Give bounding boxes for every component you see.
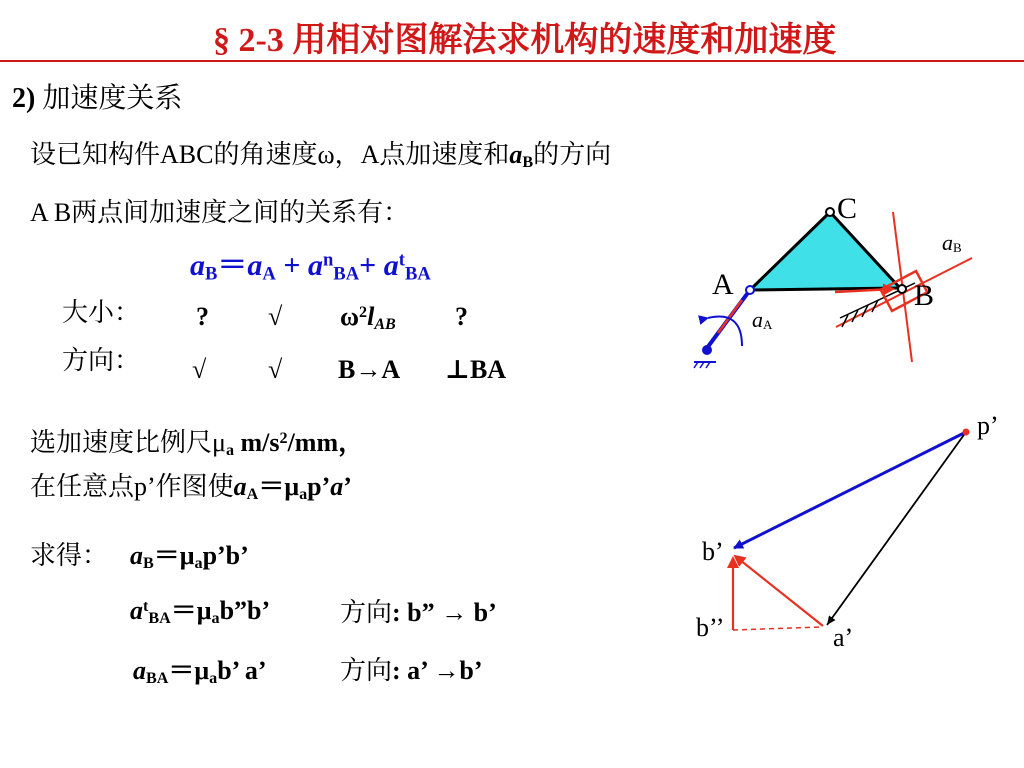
r1-sub: B bbox=[143, 555, 154, 573]
joint-c bbox=[826, 208, 834, 216]
magnitude-c1: ? bbox=[196, 302, 209, 331]
direction-c1: √ bbox=[192, 355, 207, 384]
r2-sub2: a bbox=[211, 610, 220, 628]
r2-post: b”b’ bbox=[219, 596, 271, 625]
construct-sub2: a bbox=[299, 486, 308, 504]
ground-pivot bbox=[702, 345, 712, 355]
direction-label: 方向： bbox=[62, 346, 141, 375]
r1-mid: ＝μ bbox=[153, 541, 195, 570]
vector-pa bbox=[827, 432, 966, 625]
scale-sub: a bbox=[225, 442, 235, 460]
construct-var2: a bbox=[330, 472, 344, 501]
label-b-double-prime: b’’ bbox=[696, 613, 725, 642]
r3-post: b’ a’ bbox=[217, 656, 267, 685]
section-text: 加速度关系 bbox=[35, 83, 183, 114]
r3-dir-label: 方向 bbox=[340, 656, 393, 685]
scale-sup: 2 bbox=[279, 429, 288, 447]
label-accel-a bbox=[752, 307, 773, 332]
acceleration-polygon bbox=[696, 411, 999, 652]
eq-equals: ＝ bbox=[217, 249, 248, 282]
page-title: § 2-3 用相对图解法求机构的速度和加速度 bbox=[213, 22, 837, 59]
r1-post: p’b’ bbox=[202, 541, 249, 570]
eq-t2-sub: BA bbox=[333, 263, 360, 285]
direction-c3: B→A bbox=[338, 355, 401, 384]
vector-pb bbox=[734, 432, 966, 548]
r2-dir-value: : b” → b’ bbox=[392, 598, 497, 627]
eq-plus-2: + bbox=[359, 249, 384, 282]
label-b-prime: b’ bbox=[702, 537, 724, 566]
magnitude-l: l bbox=[367, 302, 375, 331]
label-c: C bbox=[837, 192, 858, 225]
magnitude-sub: AB bbox=[374, 316, 396, 334]
r2-sup: t bbox=[143, 597, 149, 615]
eq-t3-sup: t bbox=[398, 249, 405, 271]
construct-mid: ＝μ bbox=[258, 472, 300, 501]
label-accel-a-sub: A bbox=[763, 317, 773, 332]
eq-t1-sub: A bbox=[262, 263, 276, 285]
direction-c2: √ bbox=[268, 355, 283, 384]
r1-sub2: a bbox=[194, 555, 203, 573]
r2-mid: ＝μ bbox=[170, 596, 212, 625]
r3-mid: ＝μ bbox=[168, 656, 210, 685]
scale-text: 选加速度比例尺μ bbox=[30, 428, 226, 457]
mechanism-diagram bbox=[694, 192, 972, 368]
eq-t1-var: a bbox=[247, 249, 263, 282]
construct-text: 在任意点p’作图使 bbox=[30, 472, 234, 501]
joint-a bbox=[746, 286, 754, 294]
r2-var: a bbox=[130, 596, 143, 625]
label-accel-b-var: a bbox=[942, 230, 953, 255]
eq-t2-sup: n bbox=[322, 249, 334, 271]
result-label: 求得： bbox=[30, 541, 109, 570]
magnitude-sup: 2 bbox=[359, 303, 368, 321]
label-accel-b-sub: B bbox=[953, 240, 962, 255]
construct-post1: p’ bbox=[307, 472, 331, 501]
construct-sub: A bbox=[246, 486, 259, 504]
eq-t2-var: a bbox=[307, 249, 323, 282]
r3-sub2: a bbox=[209, 670, 218, 688]
eq-t3-var: a bbox=[383, 249, 399, 282]
scale-unit: m/s bbox=[234, 428, 280, 457]
given-post: 的方向 bbox=[533, 140, 612, 169]
given-sub: B bbox=[522, 154, 534, 172]
magnitude-label: 大小： bbox=[62, 298, 141, 327]
direction-c4: ⊥BA bbox=[445, 355, 507, 384]
given-var: a bbox=[509, 140, 523, 169]
vector-b-a-dashed bbox=[733, 627, 821, 630]
r3-dir-value: : a’ →b’ bbox=[392, 656, 483, 685]
r3-var: a bbox=[133, 656, 146, 685]
label-p: p’ bbox=[977, 411, 999, 440]
point-p bbox=[963, 429, 970, 436]
vector-ab bbox=[735, 556, 823, 626]
construct-post2: ’ bbox=[343, 472, 352, 501]
guide-hatch bbox=[842, 300, 878, 327]
magnitude-omega: ω bbox=[340, 302, 360, 331]
label-b: B bbox=[914, 279, 935, 312]
given-text: 设已知构件ABC的角速度ω，A点加速度和 bbox=[30, 140, 510, 169]
r3-sub: BA bbox=[146, 670, 169, 688]
label-a-prime: a’ bbox=[833, 623, 854, 652]
r1-var: a bbox=[130, 541, 143, 570]
eq-t3-sub: BA bbox=[404, 263, 431, 285]
label-a: A bbox=[712, 268, 734, 301]
magnitude-c2: √ bbox=[268, 302, 283, 331]
r2-dir-label: 方向 bbox=[340, 598, 393, 627]
relation-intro: A B两点间加速度之间的关系有： bbox=[30, 198, 410, 227]
magnitude-c4: ? bbox=[455, 302, 468, 331]
label-accel-b bbox=[942, 230, 962, 255]
section-number: 2) bbox=[12, 83, 36, 114]
link-abc-triangle bbox=[750, 212, 900, 290]
eq-lhs-sub: B bbox=[205, 263, 218, 285]
construct-var: a bbox=[233, 472, 247, 501]
eq-lhs-var: a bbox=[190, 249, 205, 282]
label-accel-a-var: a bbox=[752, 307, 763, 332]
eq-plus-1: + bbox=[275, 249, 308, 282]
scale-tail: /mm， bbox=[287, 428, 365, 457]
joint-b bbox=[898, 285, 906, 293]
r2-sub: BA bbox=[148, 610, 171, 628]
